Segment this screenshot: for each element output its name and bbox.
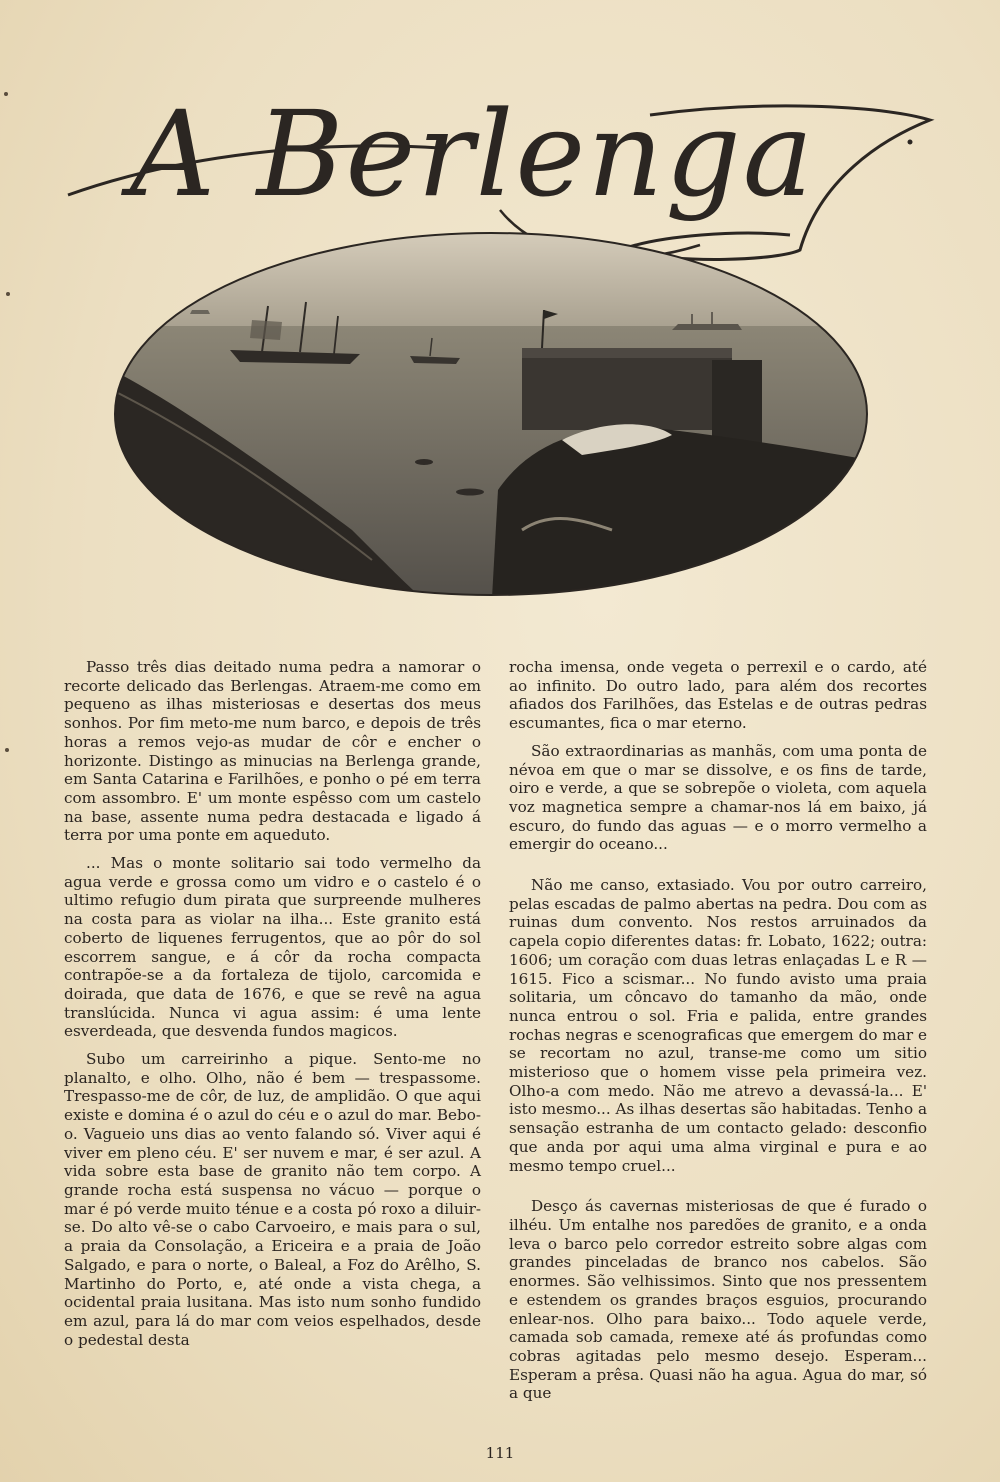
paragraph: rocha imensa, onde vegeta o perrexil e o cardo, até ao infinito. Do outro lado, para além dos recortes afiados dos Farilhões, das Estelas e de outras pedras escumantes, fica o mar eterno. — [509, 658, 927, 733]
text-column-right — [509, 658, 927, 1412]
paragraph: Não me canso, extasiado. Vou por outro carreiro, pelas escadas de palmo abertas na pedra. Dou com as ruinas dum convento. Nos restos arruinados da capela copio diferentes datas: fr. Lobato, 1622; outra: 1606; um coração com duas letras enlaçadas L e R — 1615. Fico a scismar... No fundo avisto uma praia solitaria, um côncavo do tamanho da mão, onde nunca entrou o sol. Fria e palida, entre grandes rochas negras e scenograficas que emergem do mar e se recortam no azul, transe-me como um sitio misterioso que o homem visse pela primeira vez. Olho-a com medo. Não me atrevo a devassá-la... E' isto mesmo... As ilhas desertas são habitadas. Tenho a sensação estranha de um contacto gelado: desconfio que anda por aqui uma alma virginal e pura e ao mesmo tempo cruel... — [509, 876, 927, 1175]
paragraph: Subo um carreirinho a pique. Sento-me no planalto, e olho. Olho, não é bem — trespassome. Trespasso-me de côr, de luz, de amplidão. O que aqui existe e domina é o azul do céu e o azul do mar. Bebo-o. Vagueio uns dias ao vento falando só. Viver aqui é viver em pleno céu. E' ser nuvem e mar, é ser azul. A vida sobre esta base de granito não tem corpo. A grande rocha está suspensa no vácuo — porque o mar é pó verde muito ténue e a costa pó roxo a diluir-se. Do alto vê-se o cabo Carvoeiro, e mais para o sul, a praia da Consolação, a Ericeira e a praia de João Salgado, e para o norte, o Baleal, a Foz do Arêlho, S. Martinho do Porto, e, até onde a vista chega, a ocidental praia lusitana. Mas isto num sonho fundido em azul, para lá do mar com veios espelhados, desde o pedestal desta — [64, 1050, 481, 1349]
paragraph: Passo três dias deitado numa pedra a namorar o recorte delicado das Berlengas. Atraem-me como em pequeno as ilhas misteriosas e desertas dos meus sonhos. Por fim meto-me num barco, e depois de três horas a remos vejo-as mudar de côr e encher o horizonte. Distingo as minucias na Berlenga grande, em Santa Catarina e Farilhões, e ponho o pé em terra com assombro. E' um monte espêsso com um castelo na base, assente numa pedra destacada e ligado á terra por uma ponte em aqueduto. — [64, 658, 481, 845]
text-column-left — [64, 658, 481, 1358]
paragraph: Desço ás cavernas misteriosas de que é furado o ilhéu. Um entalhe nos paredões de granito, e a onda leva o barco pelo corredor estreito sobre algas com grandes pinceladas de branco nos cabelos. São enormes. São velhissimos. Sinto que nos pressentem e estendem os grandes braços esguios, procurando enlear-nos. Olho para baixo... Todo aquele verde, camada sob camada, remexe até ás profundas como cobras agitadas pelo mesmo desejo. Esperam... Esperam a prêsa. Quasi não ha agua. Agua do mar, só a que — [509, 1197, 927, 1403]
paragraph: ... Mas o monte solitario sai todo vermelho da agua verde e grossa como um vidro e o castelo é o ultimo refugio dum pirata que surpreende mulheres na costa para as violar na ilha... Este granito está coberto de liquenes ferrugentos, que ao pôr do sol escorrem sangue, e á côr da rocha compacta contrapõe-se a da fortaleza de tijolo, carcomida e doirada, que data de 1676, e que se revê na agua translúcida. Nunca vi agua assim: é uma lente esverdeada, que desvenda fundos magicos. — [64, 854, 481, 1041]
illustration-oval — [112, 230, 870, 598]
title-text: A Berlenga — [130, 85, 816, 223]
margin-mark — [6, 292, 10, 296]
paragraph: São extraordinarias as manhãs, com uma ponta de névoa em que o mar se dissolve, e os fins de tarde, oiro e verde, a que se sobrepõe o violeta, com aquela voz magnetica sempre a chamar-nos lá em baixo, já escuro, do fundo das aguas — e o morro vermelho a emergir do oceano... — [509, 741, 927, 854]
margin-mark — [4, 92, 8, 96]
page-number: 111 — [485, 1444, 515, 1462]
margin-mark — [5, 748, 9, 752]
